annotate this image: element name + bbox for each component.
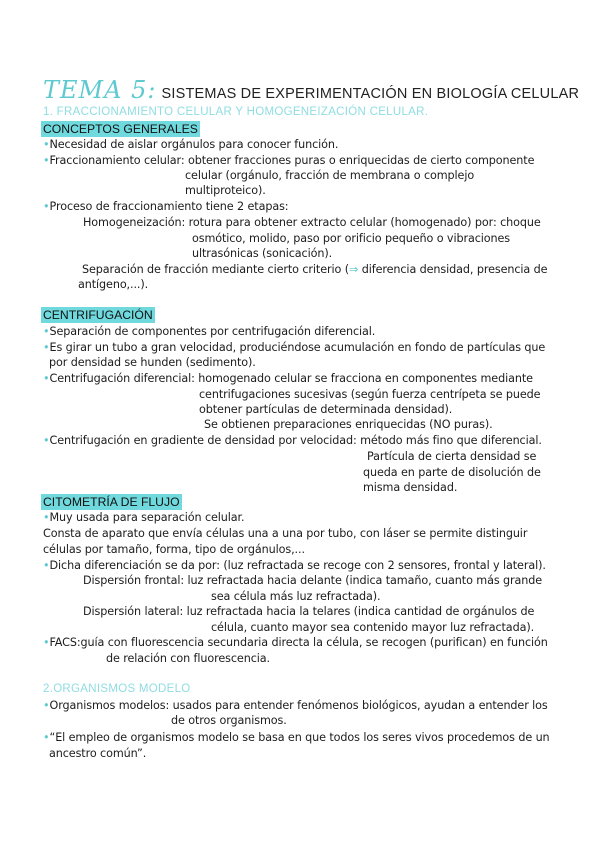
title-text: SISTEMAS DE EXPERIMENTACIÓN EN BIOLOGÍA CELULAR — [161, 86, 580, 102]
text-line: •Es girar un tubo a gran velocidad, produciéndose acumulación en fondo de partículas que — [43, 341, 546, 354]
text-line: célula, cuanto mayor sea contenido mayor luz refractada). — [211, 621, 535, 634]
text-line: multiproteico). — [185, 184, 266, 197]
text-line: •Muy usada para separación celular. — [43, 511, 245, 524]
text-line: •Fraccionamiento celular: obtener fracciones puras o enriquecidas de cierto componente — [43, 154, 535, 167]
text-line: •Centrifugación en gradiente de densidad por velocidad: método más fino que diferencial. — [43, 434, 542, 447]
text-line: sea célula más luz refractada). — [211, 590, 381, 603]
text-line: •“El empleo de organismos modelo se basa en que todos los seres vivos procedemos de un — [43, 731, 550, 744]
heading-centrifugacion: CENTRIFUGACIÓN — [43, 308, 153, 322]
text-line: ultrasónicas (sonicación). — [192, 247, 333, 260]
text-line: antígeno,...). — [78, 278, 149, 291]
heading-conceptos-generales: CONCEPTOS GENERALES — [43, 122, 198, 136]
text-line: •FACS:guía con fluorescencia secundaria directa la célula, se recogen (purifican) en función — [43, 636, 548, 649]
text-line: Dispersión lateral: luz refractada hacia la telares (indica cantidad de orgánulos de — [83, 605, 535, 618]
text-line: •Separación de componentes por centrifugación diferencial. — [43, 325, 376, 338]
arrow-icon: ⇒ — [348, 263, 359, 276]
text-line: •Organismos modelos: usados para entender fenómenos biológicos, ayudan a entender los — [43, 699, 548, 712]
heading-citometria-de-flujo: CITOMETRÍA DE FLUJO — [43, 495, 180, 509]
text-line: por densidad se hunden (sedimento). — [49, 356, 256, 369]
section-1-heading: 1. FRACCIONAMIENTO CELULAR Y HOMOGENEIZACIÓN CELULAR. — [43, 106, 429, 118]
text-line: Dispersión frontal: luz refractada hacia delante (indica tamaño, cuanto más grande — [83, 574, 543, 587]
text-line: de otros organismos. — [171, 714, 287, 727]
text-line: queda en parte de disolución de — [363, 466, 541, 479]
text-line: •Necesidad de aislar orgánulos para conocer función. — [43, 138, 339, 151]
text-line: centrifugaciones sucesivas (según fuerza centrípeta se puede — [199, 388, 541, 401]
text-line: Consta de aparato que envía células una a una por tubo, con láser se permite distinguir — [43, 527, 528, 540]
tema-label: TEMA 5: — [43, 76, 157, 104]
text-line: Se obtienen preparaciones enriquecidas (NO puras). — [204, 418, 493, 431]
text-line: Partícula de cierta densidad se — [367, 450, 537, 463]
text-line: Separación de fracción mediante cierto criterio (⇒ diferencia densidad, presencia de — [82, 263, 548, 276]
page-title — [43, 76, 579, 104]
text-line: células por tamaño, forma, tipo de orgánulos,... — [43, 543, 305, 556]
text-line: ancestro común”. — [49, 747, 147, 760]
text-line: •Dicha diferenciación se da por: (luz refractada se recoge con 2 sensores, frontal y lateral). — [43, 559, 546, 572]
text-line: de relación con fluorescencia. — [106, 652, 270, 665]
text-line: osmótico, molido, paso por orificio pequeño o vibraciones — [192, 232, 511, 245]
text-line: celular (orgánulo, fracción de membrana o complejo — [185, 169, 475, 182]
text-line: Homogeneización: rotura para obtener extracto celular (homogenado) por: choque — [83, 216, 541, 229]
text-line: •Proceso de fraccionamiento tiene 2 etapas: — [43, 200, 289, 213]
text-line: •Centrifugación diferencial: homogenado celular se fracciona en componentes mediante — [43, 372, 533, 385]
text-line: misma densidad. — [363, 481, 458, 494]
text-line: obtener partículas de determinada densidad). — [199, 403, 453, 416]
section-2-heading: 2.ORGANISMOS MODELO — [43, 683, 191, 695]
